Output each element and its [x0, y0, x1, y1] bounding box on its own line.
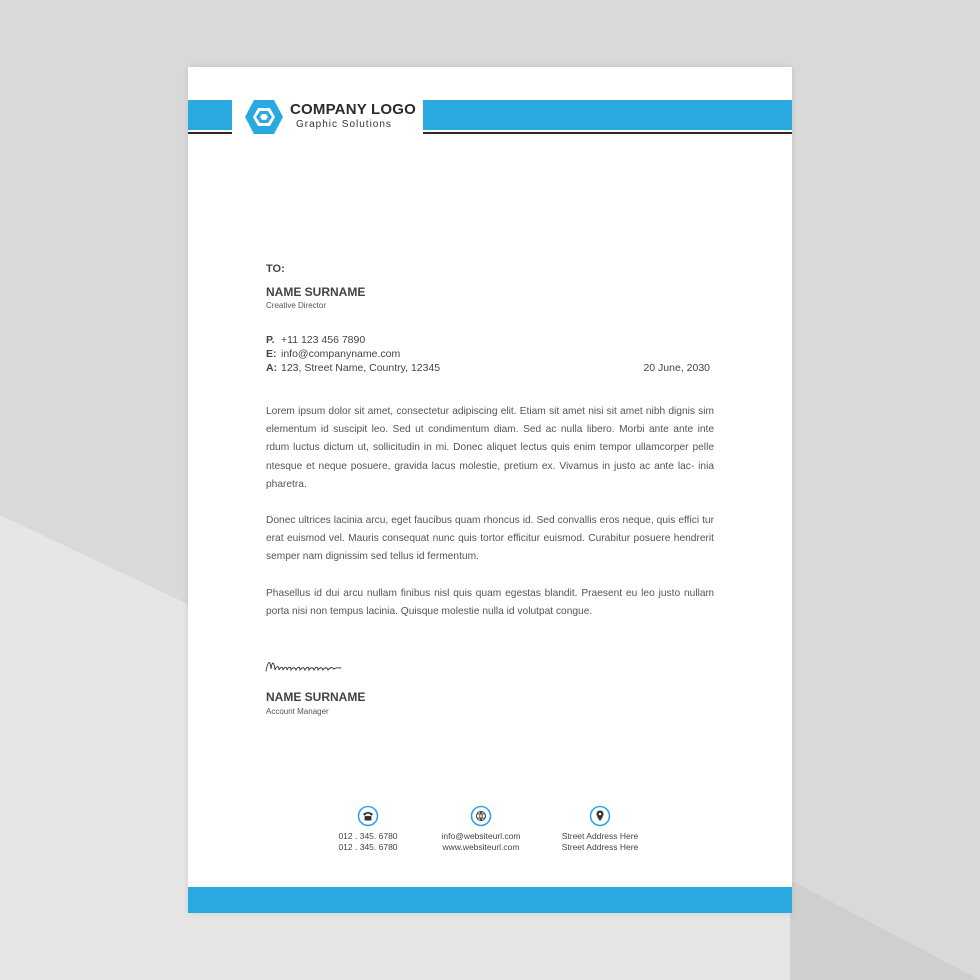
footer-phone-line-2: 012 . 345. 6780 — [338, 842, 398, 852]
address-label: A: — [266, 362, 278, 374]
location-pin-icon — [589, 805, 611, 827]
footer-web — [421, 805, 541, 853]
email-label: E: — [266, 348, 277, 360]
body-paragraph-3: Phasellus id dui arcu nullam finibus nisl quis quam egestas blandit. Praesent eu leo justo nullam porta nisi non tempus lacinia. Quisque molestie nulla id volutpat congue. — [266, 588, 714, 618]
footer-bar — [188, 887, 792, 913]
sender-name: NAME SURNAME — [266, 690, 366, 704]
phone-value: +11 123 456 7890 — [281, 334, 366, 346]
footer-phone — [308, 805, 428, 853]
phone-icon — [357, 805, 379, 827]
contact-email — [266, 348, 400, 360]
recipient-name: NAME SURNAME — [266, 285, 366, 299]
handwritten-signature — [264, 655, 344, 677]
footer-address — [540, 805, 660, 853]
footer-address-line-1: Street Address Here — [561, 831, 639, 841]
header-bar-right — [423, 100, 792, 130]
globe-icon — [470, 805, 492, 827]
body-paragraph-2: Donec ultrices lacinia arcu, eget faucibus quam rhoncus id. Sed convallis eros neque, quis effici tur erat euismod vel. Mauris consequat nunc quis tortor efficitur euismod. Curabitur posuere hendrerit semper nam dignissim sed tellus id fermentum. — [266, 515, 714, 563]
header-line-right — [423, 132, 792, 134]
body-paragraph-1: Lorem ipsum dolor sit amet, consectetur adipiscing elit. Etiam sit amet nisi sit amet nibh dignis sim elementum id suscipit leo. Sed ut condimentum diam. Sed ac nulla libero. Morbi ante ante inte rdum luctus dictum ut, sollicitudin in mi. Donec aliquet lectus quis enim tempor ullamcorper pelle ntesque et neque posuere, gravida lacus molestie, pretium ex. Vivamus in justo ac ante lac- inia pharetra. — [266, 406, 714, 490]
footer-address-line-2: Street Address Here — [561, 842, 639, 852]
company-tagline: Graphic Solutions — [296, 119, 392, 130]
footer-web-line-1: info@websiteurl.com — [441, 831, 521, 841]
sender-title: Account Manager — [266, 707, 329, 716]
contact-address — [266, 362, 440, 374]
footer-phone-line-1: 012 . 345. 6780 — [338, 831, 398, 841]
footer-web-line-2: www.websiteurl.com — [442, 842, 520, 852]
phone-label: P. — [266, 334, 275, 346]
to-label: TO: — [266, 263, 285, 275]
header-line-left — [188, 132, 232, 134]
letter-date: 20 June, 2030 — [643, 362, 710, 374]
header-bar-left — [188, 100, 232, 130]
hexagon-icon — [244, 98, 284, 136]
company-logo-title: COMPANY LOGO — [290, 101, 417, 118]
address-value: 123, Street Name, Country, 12345 — [281, 362, 441, 374]
email-value: info@companyname.com — [281, 348, 401, 360]
recipient-title: Creative Director — [266, 301, 327, 310]
letterhead-page — [188, 67, 792, 913]
contact-phone — [266, 334, 365, 346]
